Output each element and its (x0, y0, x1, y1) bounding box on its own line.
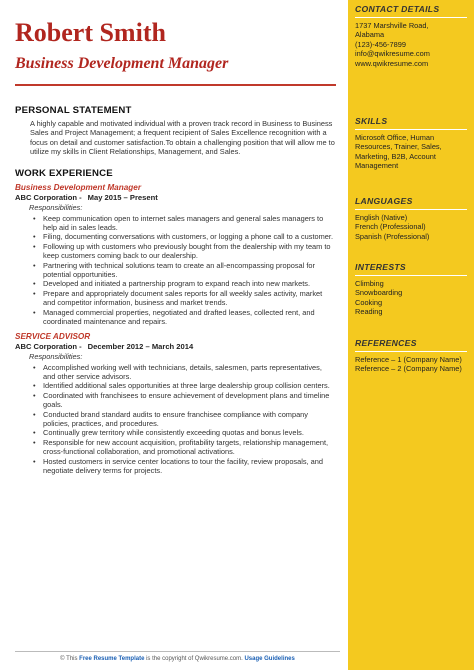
list-item: • Keep communication open to internet sales managers and general sales managers to help aid in sales leads. (43, 214, 340, 233)
list-item: • Responsible for new account acquisition, profitability targets, relationship management, cross-functional collaboration, and promotional activations. (43, 438, 340, 457)
main-column (15, 105, 340, 475)
job-meta (15, 193, 340, 203)
references-heading: REFERENCES (355, 338, 417, 348)
section-divider (355, 129, 467, 130)
contact-email[interactable]: info@qwikresume.com (355, 49, 430, 59)
job-meta (15, 342, 340, 352)
list-item: • Partnering with technical solutions team to create an all-encompassing proposal for potential opportunities. (43, 261, 340, 280)
list-item: • Continually grew territory while consistently exceeding quotas and bonus levels. (43, 428, 340, 437)
job-title: SERVICE ADVISOR (15, 331, 91, 341)
list-item: • Developed and initiated a partnership program to expand reach into new markets. (43, 279, 340, 288)
contact-body (355, 21, 467, 68)
work-experience-heading: WORK EXPERIENCE (15, 167, 113, 179)
languages-heading: LANGUAGES (355, 196, 413, 206)
job-entry-1 (15, 183, 340, 327)
list-item: Reference – 1 (Company Name) (355, 355, 462, 364)
list-item: • Accomplished working well with technicians, details, salesmen, parts representatives, and other service advisors. (43, 363, 340, 382)
list-item: Snowboarding (355, 288, 403, 298)
job-dates: December 2012 – March 2014 (87, 341, 194, 351)
list-item: French (Professional) (355, 222, 426, 232)
job-title: Business Development Manager (15, 182, 142, 192)
list-item: • Following up with customers who previously bought from the dealership with my team to keep customers coming back to our dealership. (43, 242, 340, 261)
contact-heading: CONTACT DETAILS (355, 4, 440, 14)
list-item: • Filing, documenting conversations with customers, or logging a phone call to a customer. (43, 232, 340, 241)
footer-prefix: © This (60, 656, 78, 662)
skills-section (355, 116, 467, 171)
references-section (355, 338, 467, 374)
responsibilities-label: Responsibilities: (29, 203, 83, 213)
list-item: • Managed commercial properties, negotiated and drafted leases, collected rent, and coordinated maintenance and repairs. (43, 308, 340, 327)
interests-section (355, 262, 467, 317)
list-item: Climbing (355, 279, 384, 288)
job-company: ABC Corporation - (15, 341, 82, 351)
languages-section (355, 196, 467, 241)
section-divider (355, 209, 467, 210)
skills-heading: SKILLS (355, 116, 388, 126)
list-item: Spanish (Professional) (355, 231, 430, 241)
list-item: Cooking (355, 297, 383, 307)
job-company: ABC Corporation - (15, 192, 82, 202)
section-divider (355, 17, 467, 18)
interests-body (355, 279, 467, 317)
section-divider (355, 351, 467, 352)
contact-address-line: 1737 Marshville Road, (355, 21, 429, 30)
contact-address-state: Alabama (355, 30, 385, 40)
responsibilities-label: Responsibilities: (29, 352, 83, 362)
list-item: Reading (355, 307, 383, 317)
responsibilities-list (15, 363, 340, 476)
candidate-title: Business Development Manager (15, 55, 229, 72)
header-divider (15, 84, 336, 86)
interests-heading: INTERESTS (355, 262, 406, 272)
list-item: Reference – 2 (Company Name) (355, 364, 462, 374)
references-body (355, 355, 467, 374)
usage-guidelines-link[interactable]: Usage Guidelines (244, 656, 295, 662)
personal-statement-text: A highly capable and motivated individual with a proven track record in Business to Business Sales and Project Management; a frequent recipient of Sales Excellence recognition with a focus on detail and customer satisfaction.To obtain a challenging position that will allow me to utilize my skills in Client Relationships, Management, and Sales. (30, 119, 335, 157)
list-item: • Identified additional sales opportunities at three large dealership group collision centers. (43, 381, 340, 390)
section-divider (355, 275, 467, 276)
list-item: • Hosted customers in service center locations to tour the facility, review proposals, and negotiate delivery terms for projects. (43, 457, 340, 476)
job-dates: May 2015 – Present (87, 192, 158, 202)
sidebar (348, 0, 474, 670)
personal-statement-heading: PERSONAL STATEMENT (15, 105, 132, 116)
responsibilities-list (15, 214, 340, 327)
list-item: • Coordinated with franchisees to ensure achievement of development plans and timeline goals. (43, 391, 340, 410)
list-item: • Conducted brand standard audits to ensure franchisee compliance with company policies, practices, and procedures. (43, 410, 340, 429)
list-item: English (Native) (355, 213, 408, 222)
free-resume-template-link[interactable]: Free Resume Template (79, 656, 145, 662)
contact-website[interactable]: www.qwikresume.com (355, 58, 429, 68)
languages-body (355, 213, 467, 241)
candidate-name: Robert Smith (15, 18, 166, 47)
contact-phone: (123)-456-7899 (355, 39, 406, 49)
footer-middle: is the copyright of Qwikresume.com. (146, 656, 243, 662)
footer-divider (15, 651, 340, 652)
contact-section (355, 4, 467, 68)
list-item: • Prepare and appropriately document sales reports for all weekly sales activity, market and competitor information, business and market trends. (43, 289, 340, 308)
footer (15, 655, 340, 663)
skills-text: Microsoft Office, Human Resources, Trainer, Sales, Marketing, B2B, Account Management (355, 133, 442, 171)
job-entry-2 (15, 332, 340, 476)
